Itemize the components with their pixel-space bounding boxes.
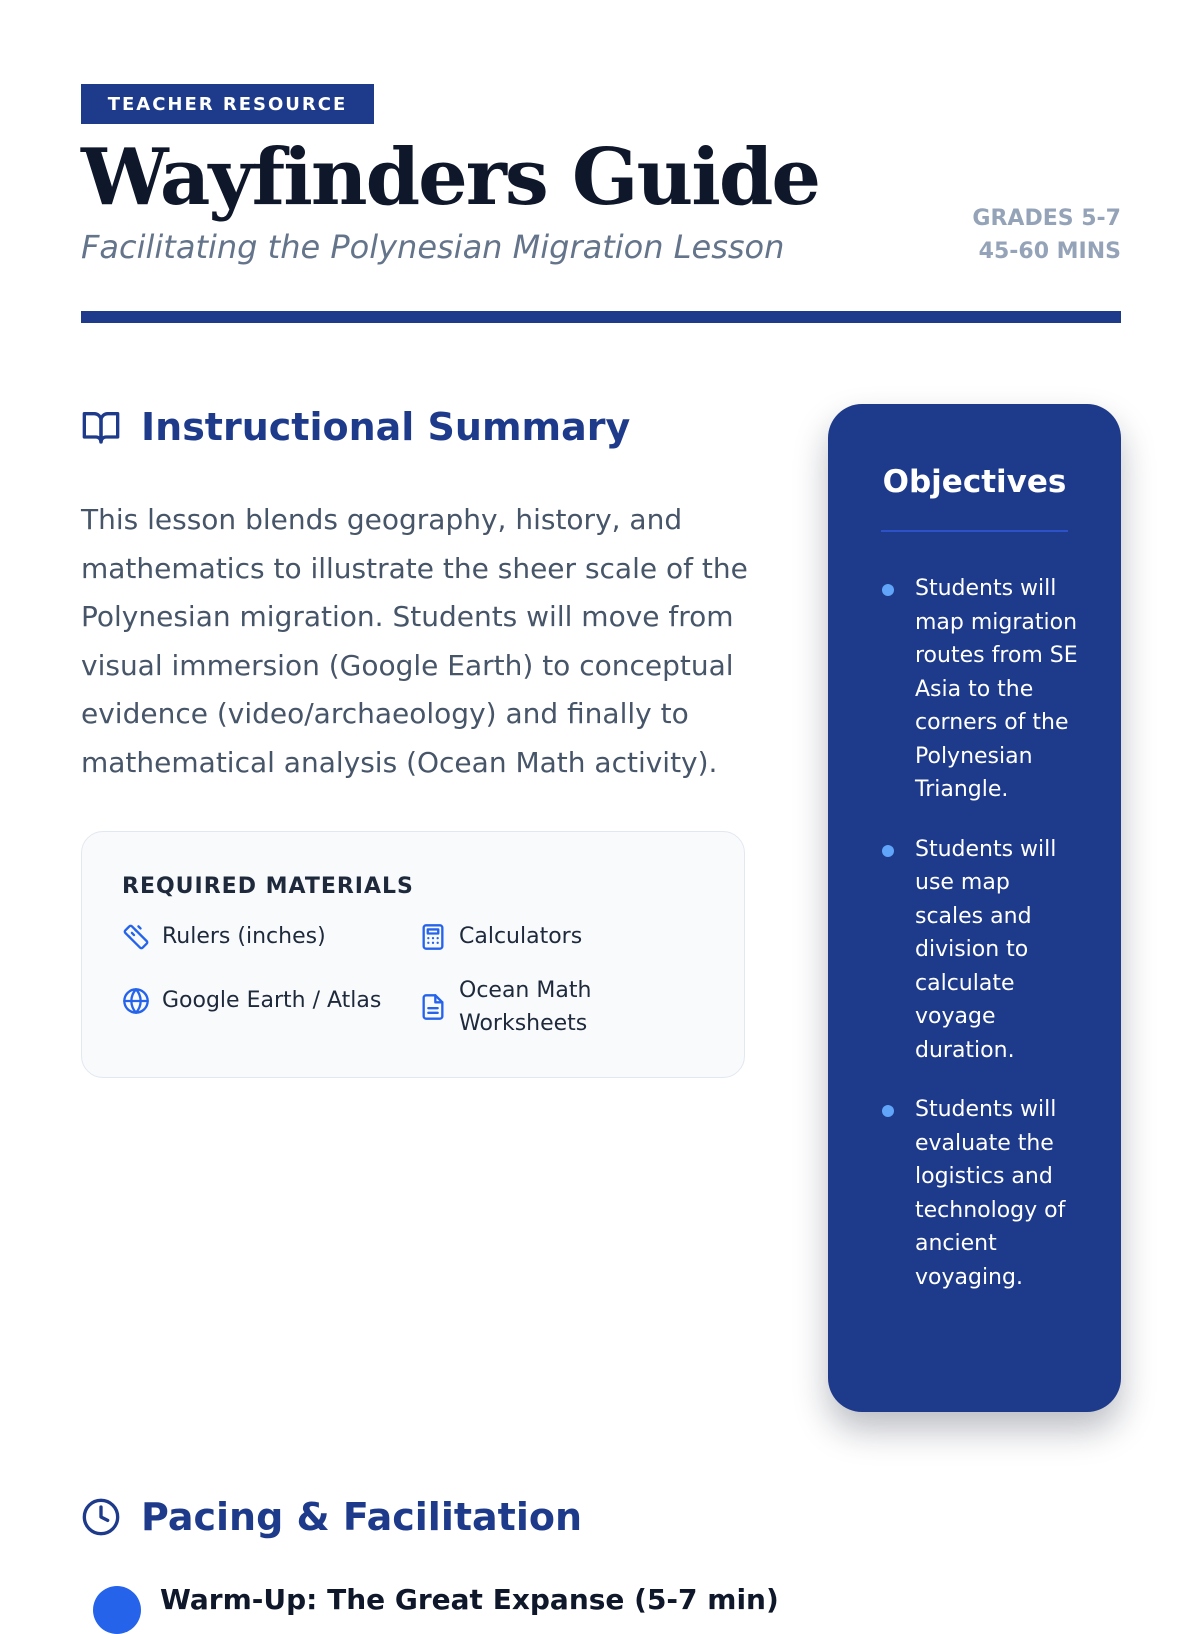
bullet-icon: [882, 1105, 894, 1117]
list-item: [881, 572, 1081, 807]
material-label: Calculators: [459, 924, 583, 949]
material-item: [419, 974, 629, 1040]
material-item: [122, 920, 326, 953]
material-label: Ocean Math Worksheets: [459, 978, 592, 1036]
book-open-icon: [81, 407, 121, 447]
materials-title: REQUIRED MATERIALS: [122, 874, 414, 899]
pacing-heading-label: Pacing & Facilitation: [141, 1495, 583, 1539]
list-item: [881, 1093, 1081, 1294]
lesson-page: [81, 0, 1121, 1616]
required-materials-card: [81, 831, 745, 1078]
lesson-meta: [972, 202, 1121, 268]
objective-text: Students will evaluate the logistics and technology of ancient voyaging.: [915, 1097, 1066, 1290]
teacher-resource-badge: TEACHER RESOURCE: [81, 84, 374, 124]
bullet-icon: [882, 584, 894, 596]
objectives-divider: [881, 530, 1068, 532]
step-marker: [93, 1586, 141, 1634]
summary-paragraph: This lesson blends geography, history, and mathematics to illustrate the sheer scale of the Polynesian migration. Students will move from visual immersion (Google Earth) to conceptual evidence (video/archaeology) and finally to mathematical analysis (Ocean Math activity).: [81, 503, 748, 779]
list-item: [881, 833, 1081, 1068]
objectives-card: [828, 404, 1121, 1412]
page-title: Wayfinders Guide: [81, 132, 820, 223]
lesson-duration: 45-60 MINS: [978, 239, 1121, 264]
step-title: Warm-Up: The Great Expanse (5-7 min): [160, 1583, 779, 1616]
page-subtitle: Facilitating the Polynesian Migration Lesson: [81, 228, 785, 266]
objective-text: Students will use map scales and division to calculate voyage duration.: [915, 836, 1057, 1063]
grade-range: GRADES 5-7: [972, 206, 1121, 231]
material-item: [122, 984, 381, 1017]
summary-heading: [81, 405, 630, 449]
clock-icon: [81, 1497, 121, 1537]
bullet-icon: [882, 845, 894, 857]
header-divider: [81, 311, 1121, 323]
material-label: Rulers (inches): [162, 924, 326, 949]
objective-text: Students will map migration routes from SE Asia to the corners of the Polynesian Triangle.: [915, 576, 1078, 802]
globe-icon: [122, 987, 150, 1015]
document-icon: [419, 993, 447, 1021]
objectives-list: [881, 572, 1081, 1320]
material-label: Google Earth / Atlas: [162, 988, 382, 1013]
ruler-icon: [122, 923, 150, 951]
material-item: [419, 920, 582, 953]
pacing-heading: [81, 1495, 582, 1539]
calculator-icon: [419, 923, 447, 951]
objectives-title: Objectives: [882, 464, 1067, 500]
summary-heading-label: Instructional Summary: [141, 405, 631, 449]
